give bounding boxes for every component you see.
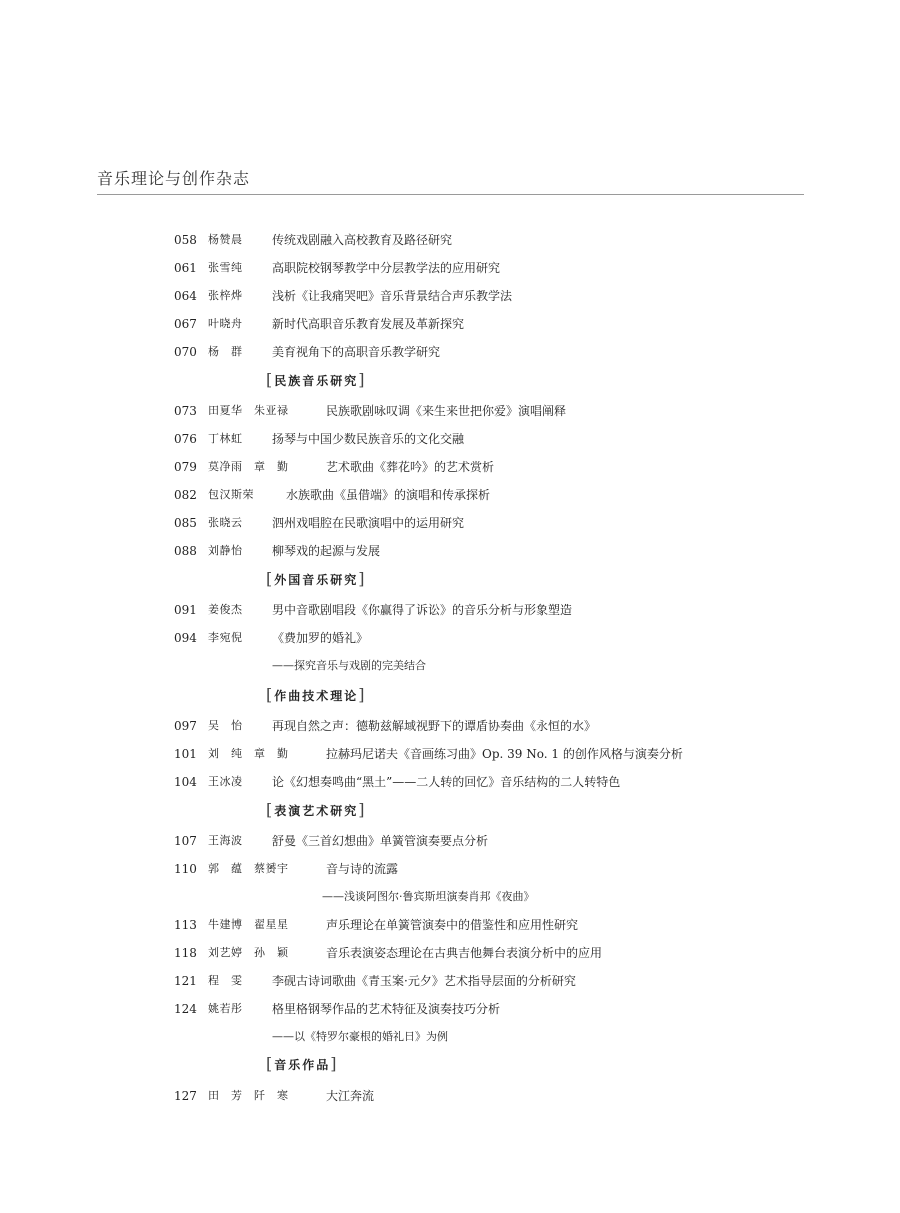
entry-authors: 田夏华 朱亚禄 bbox=[208, 404, 289, 417]
page-number: 085 bbox=[174, 516, 197, 530]
page-number: 107 bbox=[174, 834, 197, 848]
page-number: 061 bbox=[174, 261, 197, 275]
section-title: 表演艺术研究 bbox=[274, 804, 359, 818]
entry-title: 再现自然之声：德勒兹解域视野下的谭盾协奏曲《永恒的水》 bbox=[272, 719, 597, 733]
section-heading bbox=[266, 799, 367, 821]
page-number: 110 bbox=[174, 862, 197, 876]
page-number: 118 bbox=[174, 946, 197, 960]
section-heading bbox=[266, 1053, 339, 1075]
page-number: 082 bbox=[174, 488, 197, 502]
entry-authors: 牛建博 翟星星 bbox=[208, 918, 289, 931]
entry-authors: 莫净雨 章 勤 bbox=[208, 460, 289, 473]
entry-title: 声乐理论在单簧管演奏中的借鉴性和应用性研究 bbox=[326, 918, 579, 932]
bracket-right: ] bbox=[358, 685, 367, 704]
page-number: 058 bbox=[174, 233, 197, 247]
page-number: 091 bbox=[174, 603, 197, 617]
entry-title: 《费加罗的婚礼》 bbox=[272, 631, 369, 645]
entry-authors: 张雪纯 bbox=[208, 261, 243, 274]
bracket-right: ] bbox=[358, 370, 367, 389]
bracket-right: ] bbox=[358, 800, 367, 819]
entry-subtitle: ——探究音乐与戏剧的完美结合 bbox=[272, 659, 426, 672]
entry-title: 传统戏剧融入高校教育及路径研究 bbox=[272, 233, 453, 247]
entry-authors: 郭 蕴 蔡赟宇 bbox=[208, 862, 289, 875]
page-number: 067 bbox=[174, 317, 197, 331]
page-number: 073 bbox=[174, 404, 197, 418]
entry-title: 音乐表演姿态理论在古典吉他舞台表演分析中的应用 bbox=[326, 946, 603, 960]
page-number: 124 bbox=[174, 1002, 197, 1016]
entry-title: 高职院校钢琴教学中分层教学法的应用研究 bbox=[272, 261, 501, 275]
entry-title: 新时代高职音乐教育发展及革新探究 bbox=[272, 317, 465, 331]
page-number: 104 bbox=[174, 775, 197, 789]
entry-title: 格里格钢琴作品的艺术特征及演奏技巧分析 bbox=[272, 1002, 501, 1016]
page-number: 127 bbox=[174, 1089, 197, 1103]
entry-authors: 叶晓舟 bbox=[208, 317, 243, 330]
entry-title: 扬琴与中国少数民族音乐的文化交融 bbox=[272, 432, 465, 446]
page-number: 076 bbox=[174, 432, 197, 446]
page-number: 097 bbox=[174, 719, 197, 733]
page-number: 101 bbox=[174, 747, 197, 761]
entry-title: 李砚古诗词歌曲《青玉案·元夕》艺术指导层面的分析研究 bbox=[272, 974, 576, 988]
bracket-left: [ bbox=[266, 370, 275, 389]
section-title: 音乐作品 bbox=[274, 1058, 331, 1072]
entry-authors: 李宛倪 bbox=[208, 631, 243, 644]
entry-title: 柳琴戏的起源与发展 bbox=[272, 544, 381, 558]
entry-title: 拉赫玛尼诺夫《音画练习曲》Op. 39 No. 1 的创作风格与演奏分析 bbox=[326, 747, 683, 761]
entry-title: 男中音歌剧唱段《你赢得了诉讼》的音乐分析与形象塑造 bbox=[272, 603, 573, 617]
entry-authors: 姚若彤 bbox=[208, 1002, 243, 1015]
section-heading bbox=[266, 684, 367, 706]
entry-authors: 刘 纯 章 勤 bbox=[208, 747, 289, 760]
section-title: 外国音乐研究 bbox=[274, 573, 359, 587]
entry-authors: 杨 群 bbox=[208, 345, 243, 358]
entry-title: 民族歌剧咏叹调《来生来世把你爱》演唱阐释 bbox=[326, 404, 567, 418]
bracket-right: ] bbox=[358, 569, 367, 588]
entry-authors: 田 芳 阡 寒 bbox=[208, 1089, 289, 1102]
entry-authors: 程 雯 bbox=[208, 974, 243, 987]
entry-title: 大江奔流 bbox=[326, 1089, 375, 1103]
entry-authors: 姜俊杰 bbox=[208, 603, 243, 616]
section-title: 作曲技术理论 bbox=[274, 689, 359, 703]
bracket-left: [ bbox=[266, 685, 275, 704]
bracket-right: ] bbox=[330, 1054, 339, 1073]
entry-authors: 包汉斯荣 bbox=[208, 488, 254, 501]
page-number: 088 bbox=[174, 544, 197, 558]
entry-authors: 王海波 bbox=[208, 834, 243, 847]
bracket-left: [ bbox=[266, 1054, 275, 1073]
entry-title: 水族歌曲《虽借端》的演唱和传承探析 bbox=[286, 488, 491, 502]
entry-title: 艺术歌曲《葬花吟》的艺术赏析 bbox=[326, 460, 495, 474]
section-heading bbox=[266, 369, 367, 391]
page-number: 070 bbox=[174, 345, 197, 359]
entry-title: 泗州戏唱腔在民歌演唱中的运用研究 bbox=[272, 516, 465, 530]
entry-authors: 刘艺婷 孙 颖 bbox=[208, 946, 289, 959]
entry-authors: 丁林虹 bbox=[208, 432, 243, 445]
bracket-left: [ bbox=[266, 800, 275, 819]
page-number: 113 bbox=[174, 918, 197, 932]
entry-authors: 张梓烨 bbox=[208, 289, 243, 302]
page-number: 121 bbox=[174, 974, 197, 988]
page-number: 064 bbox=[174, 289, 197, 303]
section-title: 民族音乐研究 bbox=[274, 374, 359, 388]
entry-authors: 张晓云 bbox=[208, 516, 243, 529]
entry-authors: 王冰凌 bbox=[208, 775, 243, 788]
entry-title: 舒曼《三首幻想曲》单簧管演奏要点分析 bbox=[272, 834, 489, 848]
entry-authors: 吴 怡 bbox=[208, 719, 243, 732]
entry-subtitle: ——以《特罗尔豪根的婚礼日》为例 bbox=[272, 1030, 448, 1043]
entry-title: 音与诗的流露 bbox=[326, 862, 399, 876]
page-number: 079 bbox=[174, 460, 197, 474]
entry-subtitle: ——浅谈阿图尔·鲁宾斯坦演奏肖邦《夜曲》 bbox=[322, 890, 535, 903]
entry-title: 论《幻想奏鸣曲“黑土”——二人转的回忆》音乐结构的二人转特色 bbox=[272, 775, 621, 789]
section-heading bbox=[266, 568, 367, 590]
entry-title: 美育视角下的高职音乐教学研究 bbox=[272, 345, 441, 359]
entry-authors: 刘静怡 bbox=[208, 544, 243, 557]
journal-title: 音乐理论与创作杂志 bbox=[97, 169, 251, 188]
bracket-left: [ bbox=[266, 569, 275, 588]
entry-title: 浅析《让我痛哭吧》音乐背景结合声乐教学法 bbox=[272, 289, 513, 303]
entry-authors: 杨赞晨 bbox=[208, 233, 243, 246]
page-number: 094 bbox=[174, 631, 197, 645]
